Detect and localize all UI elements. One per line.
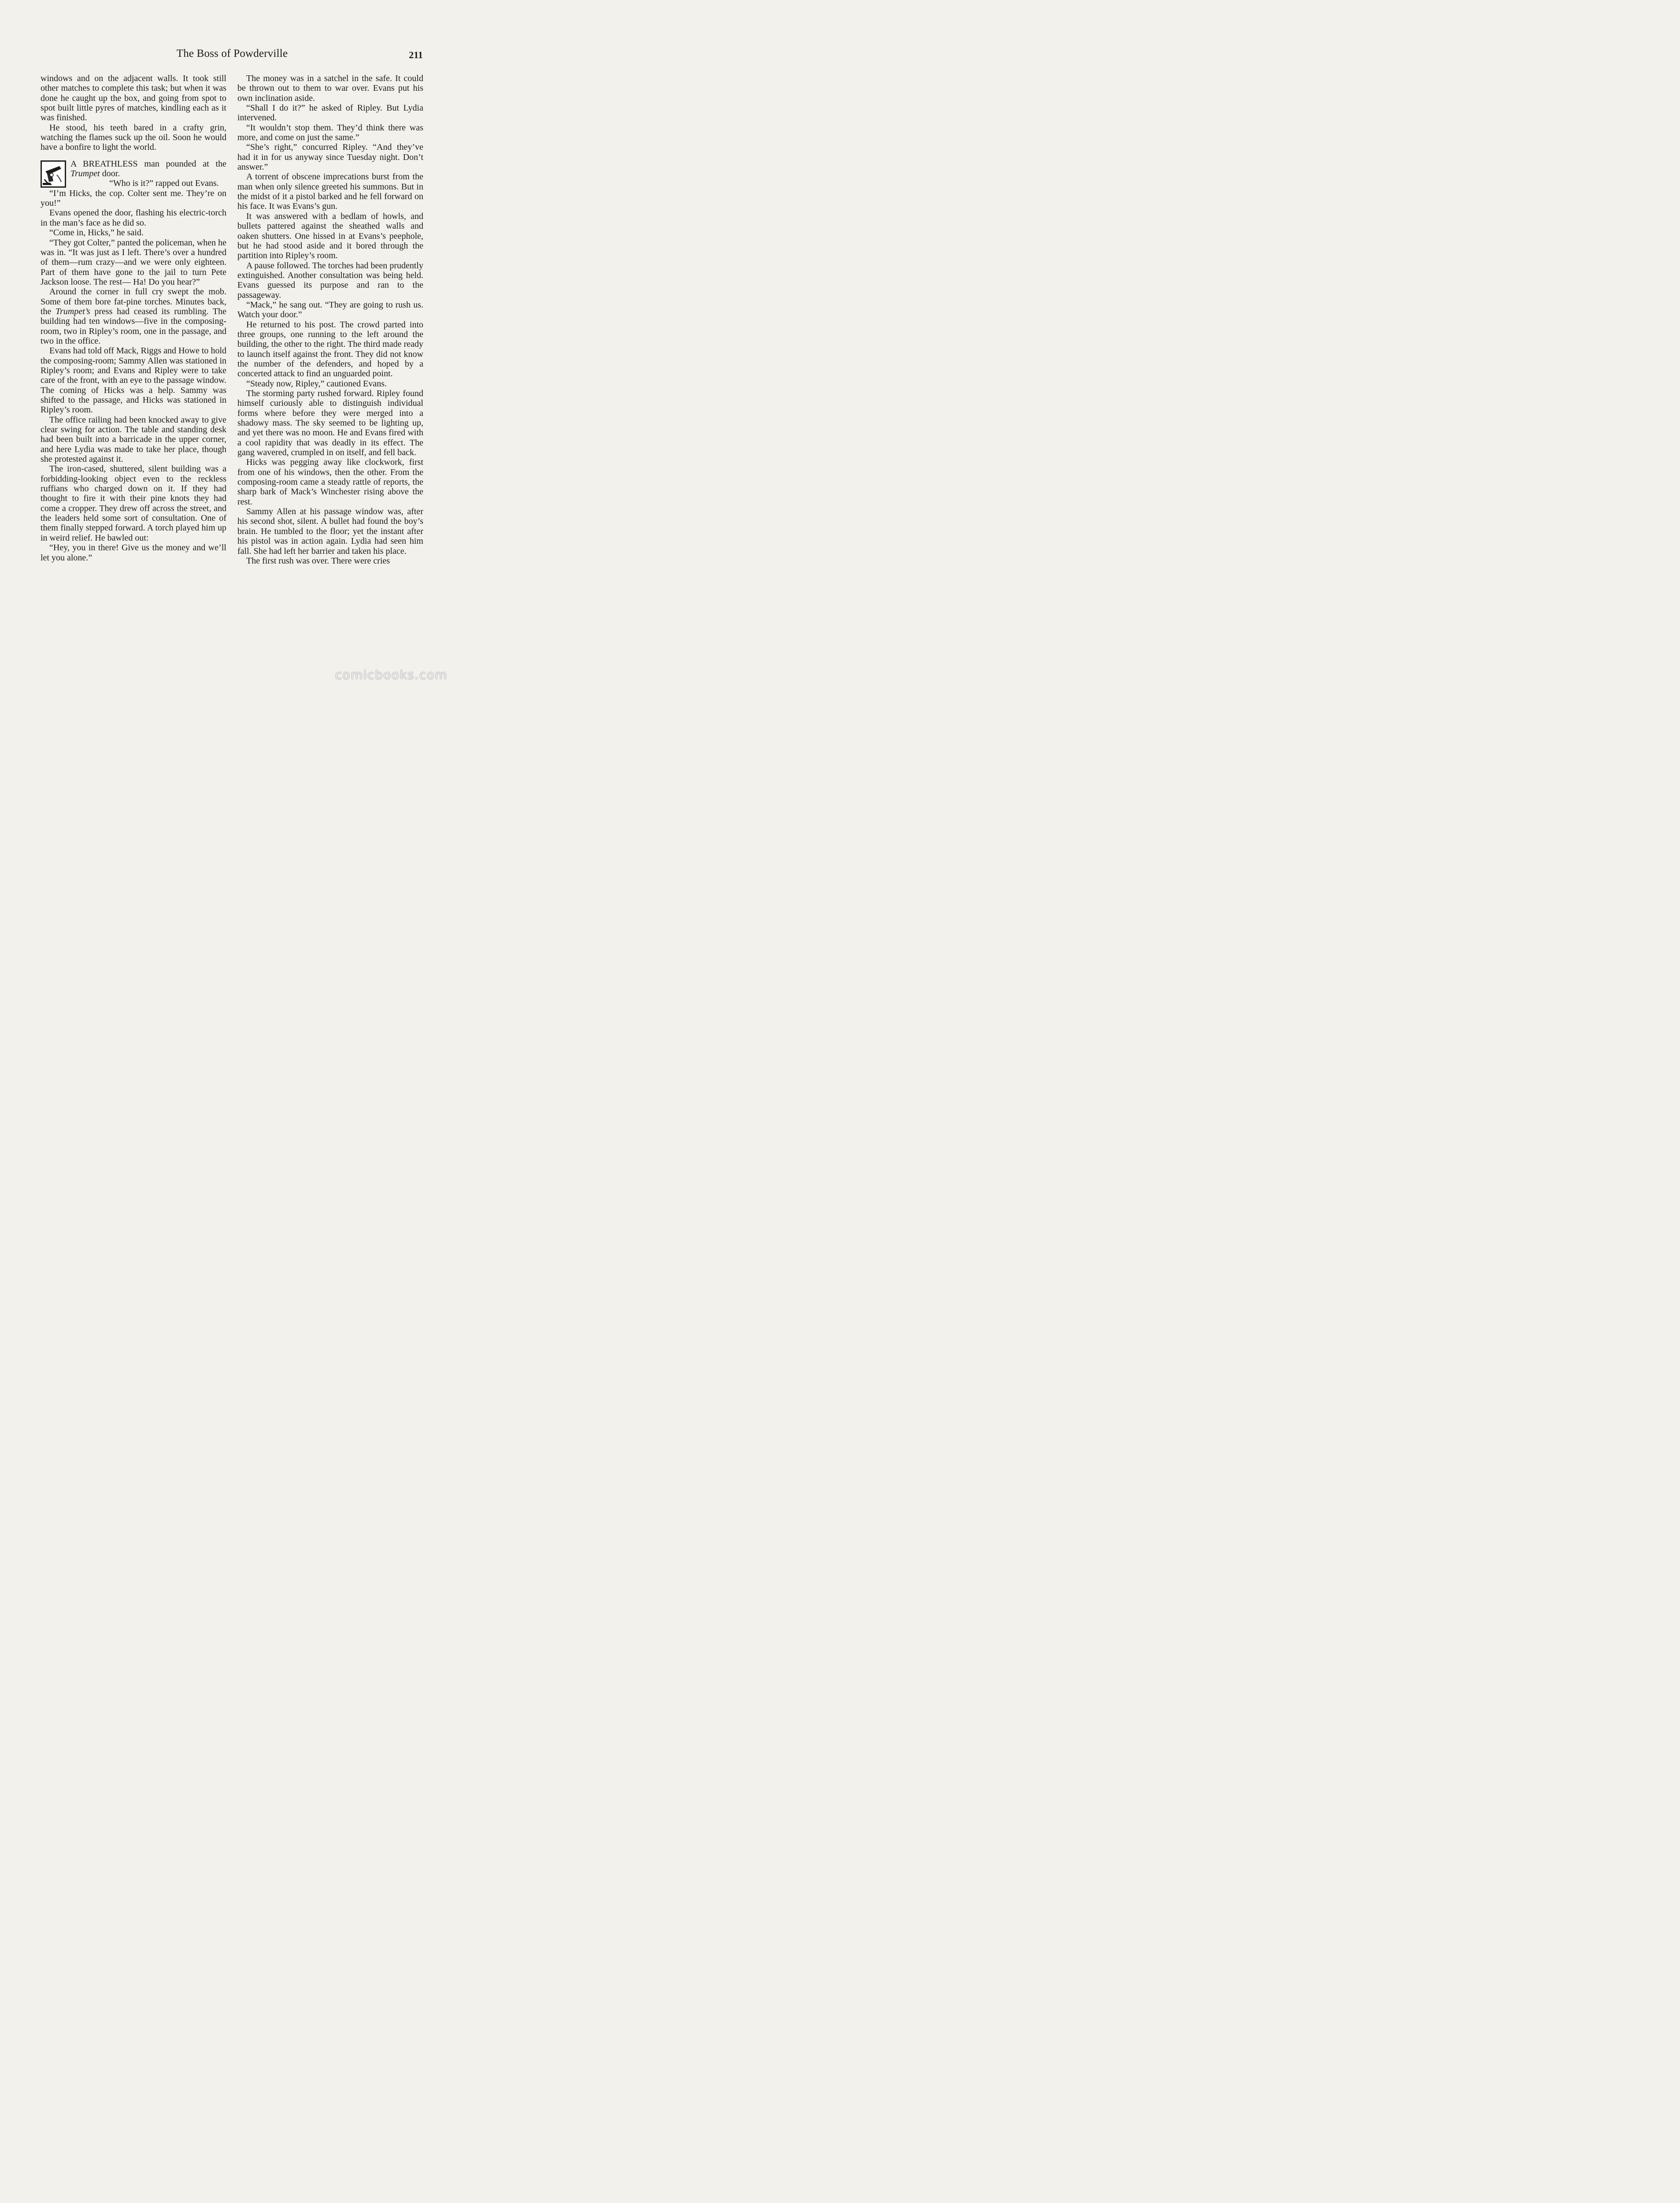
paragraph: The iron-cased, shuttered, silent building was a forbidding-looking object even to the reckless ruffians who charged down on it. If they had thought to fire it with their pine knots they had come a cropper. They drew off across the street, and the leaders held some sort of consultation. One of them finally stepped forward. A torch played him up in weird relief. He bawled out:	[41, 464, 226, 543]
revolver-illustration-icon	[41, 160, 66, 188]
paragraph: “She’s right,” concurred Ripley. “And they’ve had it in for us anyway since Tuesday night. Don’t answer.”	[237, 142, 423, 172]
lead-in-caps: A BREATHLESS	[70, 159, 138, 169]
paragraph: He stood, his teeth bared in a crafty grin, watching the flames suck up the oil. Soon he would have a bonfire to light the world.	[41, 122, 226, 152]
paragraph: “Hey, you in there! Give us the money and we’ll let you alone.”	[41, 543, 226, 563]
text-span: Around the corner in full cry swept the mob. Some of them bore fat-pine torches. Minutes back, the	[41, 287, 226, 316]
newspaper-name: Trumpet	[70, 169, 100, 179]
paragraph: The first rush was over. There were cries	[246, 556, 390, 566]
watermark: comicbooks.com	[335, 668, 448, 682]
paragraph: The money was in a satchel in the safe. It could be thrown out to them to war over. Evans put his own inclination aside.	[237, 74, 423, 103]
text-span: press had ceased its rumbling. The building had ten windows—five in the composing-room, two in Ripley’s room, one in the passage, and two in the office.	[41, 306, 227, 346]
left-column	[41, 74, 226, 563]
paragraph	[41, 287, 226, 346]
page-title: The Boss of Powderville	[176, 48, 288, 59]
paragraph: “Who is it?” rapped out Evans.	[109, 178, 219, 189]
paragraph: It was answered with a bedlam of howls, and bullets pattered against the sheathed walls and oaken shutters. One hissed in at Evans’s peephole, but he had stood aside and it bored through the partition into Ripley’s room.	[237, 211, 423, 261]
right-column	[237, 74, 423, 566]
text-span: door.	[100, 169, 120, 179]
paragraph: “Mack,” he sang out. “They are going to rush us. Watch your door.”	[237, 300, 423, 320]
paragraph: “Come in, Hicks,” he said.	[49, 228, 144, 238]
paragraph: windows and on the adjacent walls. It took still other matches to complete this task; but when it was done he caught up the box, and going from spot to spot built little pyres of matches, kindling each as it was finished.	[41, 74, 226, 123]
newspaper-name: Trumpet’s	[56, 306, 90, 316]
paragraph: A torrent of obscene imprecations burst from the man when only silence greeted his summons. But in the midst of it a pistol barked and he fell forward on his face. It was Evans’s gun.	[237, 172, 423, 211]
section-opening-paragraph	[41, 159, 226, 179]
paragraph: Evans had told off Mack, Riggs and Howe to hold the composing-room; Sammy Allen was stationed in Ripley’s room; and Evans and Ripley were to take care of the front, with an eye to the passage window. The coming of Hicks was a help. Sammy was shifted to the passage, and Hicks was stationed in Ripley’s room.	[41, 346, 226, 415]
paragraph: Sammy Allen at his passage window was, after his second shot, silent. A bullet had found the boy’s brain. He tumbled to the floor; yet the instant after his pistol was in action again. Lydia had seen him fall. She had left her barrier and taken his place.	[237, 507, 423, 556]
paragraph: “They got Colter,” panted the policeman, when he was in. “It was just as I left. There’s over a hundred of them—rum crazy—and we were only eighteen. Part of them have gone to the jail to turn Pete Jackson loose. The rest— Ha! Do you hear?”	[41, 237, 226, 287]
paragraph: Evans opened the door, flashing his electric-torch in the man’s face as he did so.	[41, 208, 226, 228]
paragraph: The storming party rushed forward. Ripley found himself curiously able to distinguish individual forms where before they were merged into a shadowy mass. The sky seemed to be lighting up, and yet there was no moon. He and Evans fired with a cool rapidity that was deadly in its effect. The gang wavered, crumpled in on itself, and fell back.	[237, 389, 423, 458]
paragraph: He returned to his post. The crowd parted into three groups, one running to the left around the building, the other to the right. The third made ready to launch itself against the front. They did not know the number of the defenders, and hoped by a concerted attack to find an unguarded point.	[237, 319, 423, 379]
paragraph: A pause followed. The torches had been prudently extinguished. Another consultation was being held. Evans guessed its purpose and ran to the passageway.	[237, 260, 423, 300]
paragraph: “Steady now, Ripley,” cautioned Evans.	[246, 378, 387, 389]
paragraph: “It wouldn’t stop them. They’d think there was more, and come on just the same.”	[237, 122, 423, 143]
page-number: 211	[409, 49, 423, 60]
text-span: man pounded at the	[137, 159, 226, 169]
paragraph: “I’m Hicks, the cop. Colter sent me. They’re on you!”	[41, 188, 226, 208]
paragraph: The office railing had been knocked away to give clear swing for action. The table and standing desk had been built into a barricade in the upper corner, and here Lydia was made to take her place, though she protested against it.	[41, 415, 226, 464]
paragraph: Hicks was pegging away like clockwork, first from one of his windows, then the other. From the composing-room came a steady rattle of reports, the sharp bark of Mack’s Winchester rising above the rest.	[237, 457, 423, 507]
paragraph: “Shall I do it?” he asked of Ripley. But Lydia intervened.	[237, 103, 423, 123]
